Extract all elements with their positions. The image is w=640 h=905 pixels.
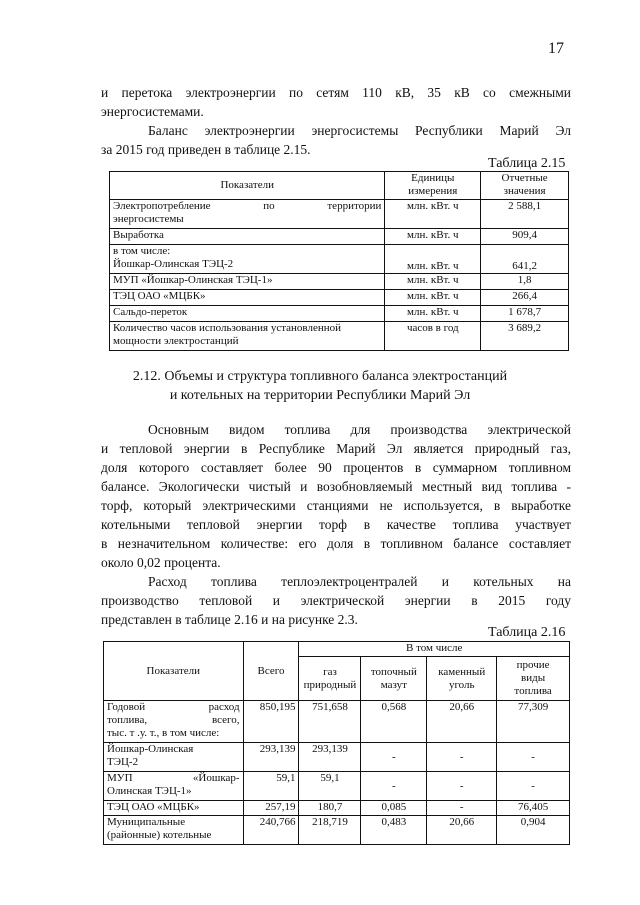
header-line: виды <box>521 672 546 684</box>
table1-label-line2: энергосистемы <box>113 213 184 225</box>
table2-header-other <box>497 657 570 701</box>
table2-header-fuel-oil <box>361 657 427 701</box>
label-word: Годовой <box>107 701 146 713</box>
table-row <box>110 322 569 351</box>
table2-cell-gas: 751,658 <box>299 701 361 743</box>
table2-cell-gas: 180,7 <box>299 801 361 816</box>
table-row <box>104 701 570 743</box>
label-line: Муниципальные <box>107 816 186 828</box>
table1-label-line1: в том числе: <box>113 245 171 257</box>
table-row <box>104 772 570 801</box>
intro-line-2: энергосистемами. <box>101 104 204 119</box>
table2-cell-total: 240,766 <box>243 816 299 845</box>
table2-cell-label <box>104 816 244 845</box>
table2-cell-total: 850,195 <box>243 701 299 743</box>
header-line: прочие <box>516 659 550 671</box>
table2-cell-gas: 59,1 <box>299 772 361 801</box>
paragraph-line-7: в незначительном количестве: его доля в топливном балансе составляет <box>101 536 571 551</box>
table2-cell-coal: - <box>427 772 497 801</box>
table1-header-unit-line1: Единицы <box>411 172 455 184</box>
table1-cell-unit: часов в год <box>385 322 481 351</box>
table2-header-indicator: Показатели <box>104 642 244 701</box>
table-row <box>110 200 569 229</box>
header-line: газ <box>323 665 337 678</box>
table2-cell-total: 293,139 <box>243 743 299 772</box>
label-line <box>107 701 240 714</box>
table1-header-indicator: Показатели <box>110 172 385 200</box>
table1-caption: Таблица 2.15 <box>488 156 566 171</box>
paragraph-line-8: около 0,02 процента. <box>101 555 221 570</box>
paragraph-line-6: котельными тепловой энергии торф в качестве топлива участвует <box>101 517 571 532</box>
label-line: (районные) котельные <box>107 829 212 841</box>
table2-cell-other: 76,405 <box>497 801 570 816</box>
table1-cell-unit: млн. кВт. ч <box>385 290 481 306</box>
table2-cell-coal: 20,66 <box>427 816 497 845</box>
label-word: «Йошкар- <box>192 772 240 784</box>
label-line: Олинская ТЭЦ-1» <box>107 785 192 797</box>
table1-cell-label <box>110 200 385 229</box>
table1-cell-label: МУП «Йошкар-Олинская ТЭЦ-1» <box>110 274 385 290</box>
label-word: по <box>263 200 275 212</box>
table2-cell-other: - <box>497 772 570 801</box>
table-2-15 <box>109 171 569 351</box>
intro-line-1: и перетока электроэнергии по сетям 110 кВ, 35 кВ со смежными <box>101 85 571 100</box>
table-row <box>110 229 569 245</box>
header-line: природный <box>303 678 357 691</box>
table2-cell-other: 77,309 <box>497 701 570 743</box>
table2-cell-fuel-oil: - <box>361 743 427 772</box>
table2-cell-fuel-oil: 0,085 <box>361 801 427 816</box>
table1-cell-value: 909,4 <box>481 229 569 245</box>
table-row <box>104 816 570 845</box>
intro-line-3: Баланс электроэнергии энергосистемы Республики Марий Эл <box>148 123 571 138</box>
label-line <box>107 772 240 785</box>
label-line: Йошкар-Олинская <box>107 743 194 755</box>
table1-cell-value: 641,2 <box>481 245 569 274</box>
table1-header-value-line1: Отчетные <box>501 172 548 184</box>
table2-header-coal <box>427 657 497 701</box>
label-word: топлива, <box>107 714 148 726</box>
table-2-16 <box>103 641 570 845</box>
paragraph-line-5: торф, который электрическими станциями не используется, в выработке <box>101 498 571 513</box>
label-word: Электропотребление <box>113 200 211 212</box>
table1-cell-value: 1 678,7 <box>481 306 569 322</box>
table1-cell-label <box>110 245 385 274</box>
table2-cell-total: 59,1 <box>243 772 299 801</box>
table2-caption: Таблица 2.16 <box>488 625 566 640</box>
table2-cell-fuel-oil: 0,483 <box>361 816 427 845</box>
table2-cell-fuel-oil: 0,568 <box>361 701 427 743</box>
paragraph-line-10: производство тепловой и электрической энергии в 2015 году <box>101 593 571 608</box>
table-row <box>110 245 569 274</box>
table1-header-unit <box>385 172 481 200</box>
table1-cell-unit: млн. кВт. ч <box>385 200 481 229</box>
table2-header-total: Всего <box>243 642 299 701</box>
table-row <box>110 306 569 322</box>
table1-header-unit-line2: измерения <box>408 185 458 197</box>
intro-line-4: за 2015 год приведен в таблице 2.15. <box>101 142 311 157</box>
table2-cell-total: 257,19 <box>243 801 299 816</box>
table2-cell-coal: - <box>427 801 497 816</box>
table2-cell-coal: 20,66 <box>427 701 497 743</box>
table1-header-value-line2: значения <box>503 185 546 197</box>
paragraph-line-1: Основным видом топлива для производства электрической <box>148 422 571 437</box>
table1-cell-unit: млн. кВт. ч <box>385 306 481 322</box>
table1-header-value <box>481 172 569 200</box>
table-row <box>104 801 570 816</box>
section-heading-line2: и котельных на территории Республики Марий Эл <box>169 388 471 403</box>
table1-cell-unit: млн. кВт. ч <box>385 229 481 245</box>
table-row <box>104 743 570 772</box>
table1-cell-unit: млн. кВт. ч <box>385 245 481 274</box>
label-line: тыс. т .у. т., в том числе: <box>107 727 220 739</box>
header-line: каменный <box>438 665 486 678</box>
table1-label-line2: Йошкар-Олинская ТЭЦ-2 <box>113 258 234 270</box>
paragraph-line-4: балансе. Экологически чистый и возобновляемый местный вид топлива - <box>101 479 571 494</box>
label-word: всего, <box>212 714 240 726</box>
paragraph-line-11: представлен в таблице 2.16 и на рисунке 2.3. <box>101 612 358 627</box>
table2-cell-gas: 218,719 <box>299 816 361 845</box>
table2-header-group: В том числе <box>299 642 570 657</box>
table1-cell-value: 2 588,1 <box>481 200 569 229</box>
table1-cell-value: 3 689,2 <box>481 322 569 351</box>
label-word: расход <box>208 701 240 713</box>
table-row <box>110 274 569 290</box>
table1-cell-value: 1,8 <box>481 274 569 290</box>
table2-header-gas <box>299 657 361 701</box>
table2-cell-other: 0,904 <box>497 816 570 845</box>
table2-cell-coal: - <box>427 743 497 772</box>
table2-cell-fuel-oil: - <box>361 772 427 801</box>
table1-cell-label: ТЭЦ ОАО «МЦБК» <box>110 290 385 306</box>
header-line: топлива <box>514 685 552 697</box>
table2-cell-label <box>104 701 244 743</box>
paragraph-line-3: доля которого составляет более 90 процентов в суммарном топливном <box>101 460 571 475</box>
table-row <box>110 290 569 306</box>
table1-label-line2: мощности электростанций <box>113 335 239 347</box>
table2-cell-label <box>104 772 244 801</box>
table1-label-line1: Количество часов использования установленной <box>113 322 341 334</box>
table2-header-row <box>104 642 570 657</box>
page-number: 17 <box>548 40 564 57</box>
table1-label-line1 <box>113 200 381 213</box>
paragraph-line-9: Расход топлива теплоэлектроцентралей и котельных на <box>148 574 571 589</box>
table2-cell-other: - <box>497 743 570 772</box>
table1-cell-label: Сальдо-переток <box>110 306 385 322</box>
table1-header-row <box>110 172 569 200</box>
header-line: мазут <box>380 678 407 691</box>
label-word: территории <box>327 200 382 212</box>
label-line: ТЭЦ-2 <box>107 756 139 768</box>
table1-cell-label <box>110 322 385 351</box>
header-line: топочный <box>370 665 417 678</box>
label-line <box>107 714 240 727</box>
paragraph-line-2: и тепловой энергии в Республике Марий Эл является природный газ, <box>101 441 571 456</box>
label-word: МУП <box>107 772 133 784</box>
section-heading-line1: 2.12. Объемы и структура топливного баланса электростанций <box>132 369 508 384</box>
table2-cell-label <box>104 743 244 772</box>
table2-cell-gas: 293,139 <box>299 743 361 772</box>
table1-cell-value: 266,4 <box>481 290 569 306</box>
table1-cell-label: Выработка <box>110 229 385 245</box>
table2-cell-label: ТЭЦ ОАО «МЦБК» <box>104 801 244 816</box>
table1-cell-unit: млн. кВт. ч <box>385 274 481 290</box>
header-line: уголь <box>448 678 475 691</box>
